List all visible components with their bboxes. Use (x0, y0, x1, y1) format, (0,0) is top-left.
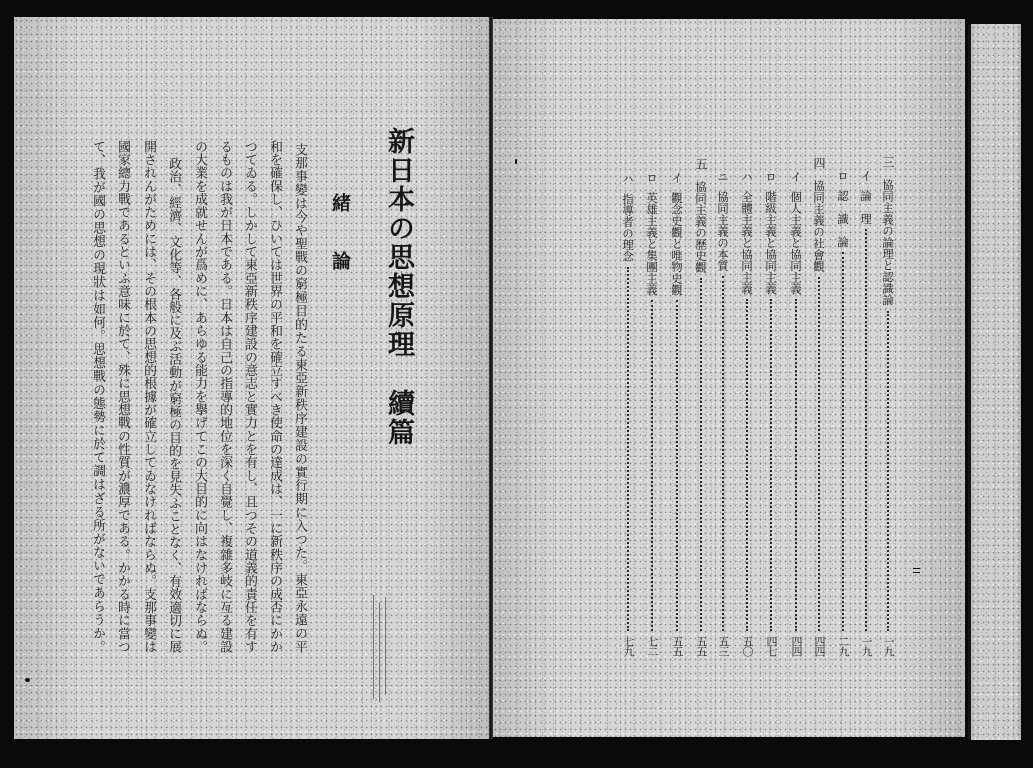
body-line: の大業を成就せんが爲めに、あらゆる能力を擧げてこの大目的に向はなければならぬ。 (192, 140, 207, 653)
toc-entry (834, 170, 852, 656)
toc-marker: ニ (716, 171, 730, 183)
toc-entry (619, 173, 637, 656)
toc-marker: ロ (836, 170, 850, 182)
toc-entry (857, 170, 875, 656)
scan-artifact-line (385, 597, 386, 695)
body-line: つてゐる。しかして東亞新秩序建設の意志と實力とを有し、且つその道義的責任を有す (242, 140, 257, 653)
toc-page-number: 七九 (622, 636, 635, 656)
scan-artifact-line (379, 602, 380, 702)
toc-page-number: 五〇 (741, 636, 754, 656)
toc-entry (714, 171, 732, 656)
toc-marker: ハ (740, 171, 754, 183)
toc-dot-leader (651, 300, 653, 631)
toc-dot-leader (770, 299, 772, 631)
toc-dot-leader (865, 229, 867, 631)
toc-page-number: 五三 (717, 636, 730, 656)
toc-marker: イ (859, 170, 873, 182)
title-suffix: 續篇 (383, 389, 414, 447)
toc-entry (879, 156, 897, 656)
next-page-edge (968, 24, 1021, 740)
toc-marker: イ (789, 171, 803, 183)
toc-title: 協同主義の論理と認識論 (881, 179, 895, 306)
toc-title: 英雄主義と集團主義 (645, 191, 659, 295)
toc-dot-leader (887, 311, 889, 632)
toc-title: 協同主義の社會觀 (812, 180, 826, 272)
toc-title: 協同主義の歷史觀 (694, 181, 708, 273)
right-page (493, 19, 965, 737)
scan-speck (515, 159, 517, 164)
toc-dot-leader (795, 299, 797, 631)
section-heading: 緒 論 (329, 193, 351, 280)
toc-title: 觀念史觀と唯物史觀 (670, 191, 684, 295)
toc-page-number: 四七 (765, 636, 778, 656)
body-line: 支那事變は今や聖戰の窮極目的たる東亞新秩序建設の實行期に入つた。東亞永遠の平 (292, 143, 307, 653)
scan-artifact-line (373, 595, 374, 699)
toc-title: 論 理 (859, 189, 873, 224)
left-page (14, 17, 490, 739)
toc-entry (738, 171, 756, 656)
toc-marker: ハ (621, 173, 635, 185)
toc-dot-leader (746, 299, 748, 631)
toc-entry (643, 172, 661, 656)
book-title (380, 127, 416, 447)
toc-marker: 三 (881, 156, 895, 168)
toc-page-number: 五五 (695, 636, 708, 656)
toc-dot-leader (722, 276, 724, 631)
toc-title: 全體主義と協同主義 (740, 190, 754, 294)
toc-entry (762, 171, 780, 656)
toc-dot-leader (842, 252, 844, 631)
body-line: 開されんがためには、その根本の思想的根據が確立してゐなければならぬ。支那事變は (141, 140, 156, 653)
scan-speck (25, 678, 30, 682)
scan-speck (913, 572, 920, 573)
body-line: 和を確保し、ひいては世界の平和を確立すべき使命の達成は、一に新秩序の成否にかか (267, 140, 282, 653)
toc-entry (810, 157, 828, 656)
toc-page-number: 一九 (882, 636, 895, 656)
toc-entry (668, 172, 686, 656)
body-line: 國家總力戰であるといふ意味に於て、殊に思想戰の性質が濃厚である。かかる時に當つ (115, 140, 130, 653)
toc-marker: ロ (645, 172, 659, 184)
toc-marker: 五 (694, 158, 708, 170)
toc-title: 協同主義の本質 (716, 190, 730, 271)
toc-page-number: 五五 (671, 636, 684, 656)
toc-dot-leader (700, 278, 702, 631)
toc-entry (787, 171, 805, 656)
toc-title: 認 識 論 (836, 189, 850, 247)
toc-marker: ロ (764, 171, 778, 183)
toc-title: 階級主義と協同主義 (764, 190, 778, 294)
body-line: て、我が國の思想の現狀は如何。思想戰の態勢に於て調はざる所がないであらうか。 (90, 140, 105, 653)
toc-page-number: 四四 (813, 636, 826, 656)
toc-title: 指導者の理念 (621, 192, 635, 262)
toc-title: 個人主義と協同主義 (789, 190, 803, 294)
toc-dot-leader (627, 267, 629, 632)
toc-entry (692, 158, 710, 656)
toc-dot-leader (818, 277, 820, 631)
body-line: 政治、經濟、文化等、各般に及ぶ活動が窮極の目的を見失ふことなく、有效適切に展 (166, 157, 181, 653)
toc-page-number: 四四 (790, 636, 803, 656)
toc-page-number: 一九 (860, 636, 873, 656)
title-main: 新日本の思想原理 (383, 127, 414, 359)
toc-dot-leader (676, 300, 678, 631)
toc-page-number: 七二 (646, 636, 659, 656)
body-line: るものは我が日本である。日本は自己の指導的地位を深く自覺し、複雜多岐に亙る建設 (217, 140, 232, 653)
toc-marker: イ (670, 172, 684, 184)
toc-page-number: 二九 (837, 636, 850, 656)
scan-speck (913, 568, 920, 569)
toc-marker: 四 (812, 157, 826, 169)
